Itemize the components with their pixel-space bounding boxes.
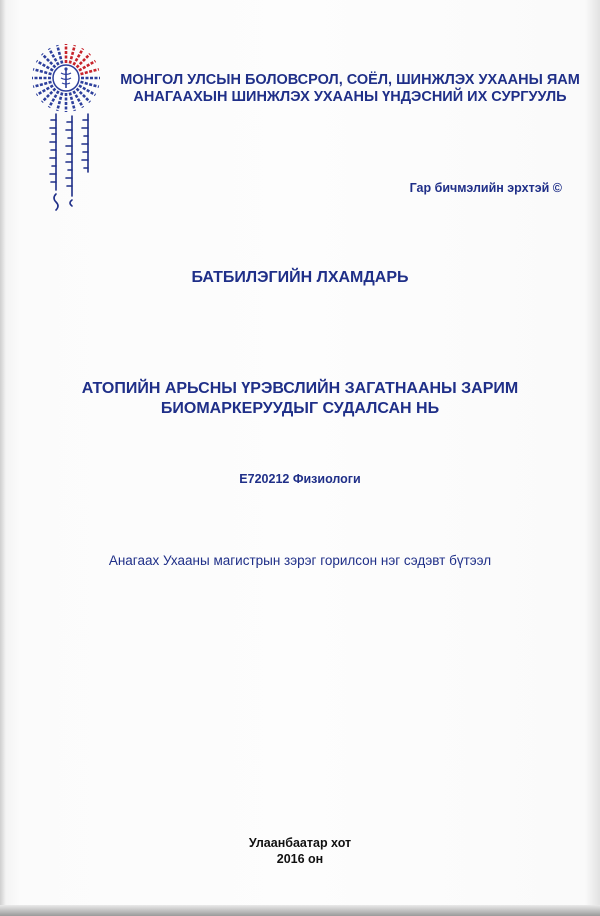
logo-ray — [33, 69, 51, 74]
thesis-title-line-1: АТОПИЙН АРЬСНЫ ҮРЭВСЛИЙН ЗАГАТНААНЫ ЗАРИМ — [81, 380, 519, 397]
logo-ray — [70, 92, 75, 110]
mongolian-script-seal — [44, 112, 106, 212]
logo-ray — [33, 82, 51, 87]
logo-ray — [80, 69, 98, 74]
degree-note: Анагаах Ухааны магистрын зэрэг горилсон нэг сэдэвт бүтээл — [108, 553, 492, 568]
logo-ray — [80, 82, 98, 87]
ministry-heading: МОНГОЛ УЛСЫН БОЛОВСРОЛ, СОЁЛ, ШИНЖЛЭХ УХААНЫ ЯАМ — [120, 72, 580, 88]
logo-ray — [57, 92, 62, 110]
city: Улаанбаатар хот — [248, 836, 352, 850]
book-bottom-edge — [0, 905, 600, 916]
author-name: БАТБИЛЭГИЙН ЛХАМДАРЬ — [191, 269, 409, 286]
thesis-title-line-2: БИОМАРКЕРУУДЫГ СУДАЛСАН НЬ — [160, 400, 440, 417]
year: 2016 он — [276, 852, 324, 866]
university-heading: АНАГААХЫН ШИНЖЛЭХ УХААНЫ ҮНДЭСНИЙ ИХ СУРГУУЛЬ — [133, 89, 567, 105]
university-logo-icon — [30, 42, 102, 114]
specialty-code: E720212 Физиологи — [239, 472, 361, 486]
copyright-note: Гар бичмэлийн эрхтэй © — [409, 181, 562, 195]
logo-ray — [70, 45, 75, 63]
logo-ray — [57, 45, 62, 63]
